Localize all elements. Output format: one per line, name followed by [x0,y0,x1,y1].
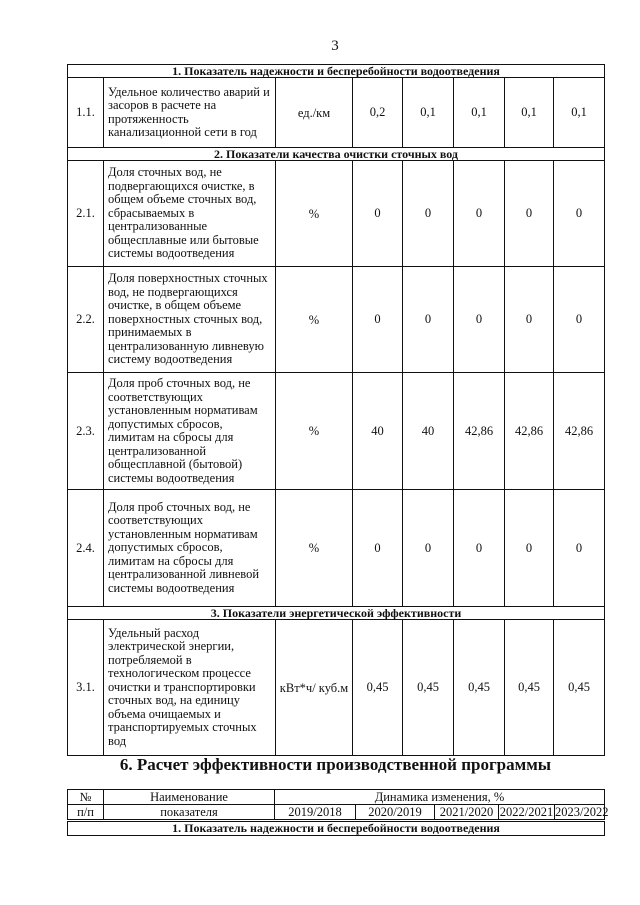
value-cell: 0,45 [554,620,605,756]
header-num-line2: п/п [68,805,104,821]
value-cell: 0 [403,267,454,373]
value-cell: 0 [454,267,505,373]
value-cell: 42,86 [454,373,505,490]
header-name-line1: Наименование [104,790,275,805]
unit-cell: % [276,267,353,373]
table-row [68,161,605,267]
unit-cell: кВт*ч/ куб.м [276,620,353,756]
value-cell: 0 [454,161,505,267]
value-cell: 0 [505,267,554,373]
period-header: 2023/2022 [555,805,609,819]
value-cell: 0 [353,267,403,373]
row-number: 2.3. [68,373,104,490]
unit-cell: % [276,161,353,267]
value-cell: 0 [403,161,454,267]
value-cell: 0 [554,267,605,373]
value-cell: 42,86 [554,373,605,490]
indicator-name: Доля сточных вод, не подвергающихся очистке, в общем объеме сточных вод, сбрасываемых в централизованные общесплавные или бытовые системы водоотведения [104,161,276,267]
indicator-name: Доля проб сточных вод, не соответствующих установленным нормативам допустимых сбросов, лимитам на сбросы для централизованной ливневой системы водоотведения [104,490,276,607]
unit-cell: % [276,373,353,490]
unit-cell: % [276,490,353,607]
period-header: 2019/2018 [275,805,356,821]
value-cell: 0 [505,490,554,607]
section-title: 2. Показатели качества очистки сточных вод [68,148,605,161]
value-cell: 0 [554,490,605,607]
value-cell: 0,45 [353,620,403,756]
section-title: 1. Показатель надежности и бесперебойности водоотведения [68,65,605,78]
table-row [68,267,605,373]
indicator-name: Удельное количество аварий и засоров в расчете на протяженность канализационной сети в год [104,78,276,148]
efficiency-table [67,789,609,836]
value-cell: 0,45 [454,620,505,756]
value-cell: 40 [403,373,454,490]
section-title: 3. Показатели энергетической эффективности [68,607,605,620]
value-cell: 0,2 [353,78,403,148]
indicator-name: Удельный расход электрической энергии, потребляемой в технологическом процессе очистки и транспортировки сточных вод, на единицу объема очищаемых и транспортируемых сточных вод [104,620,276,756]
value-cell: 0 [353,490,403,607]
value-cell: 42,86 [505,373,554,490]
header-dynamics: Динамика изменения, % [275,790,605,805]
unit-cell: ед./км [276,78,353,148]
indicator-name: Доля проб сточных вод, не соответствующих установленным нормативам допустимых сбросов, лимитам на сбросы для централизованной общесплавной (бытовой) системы водоотведения [104,373,276,490]
period-header: 2020/2019 [356,805,435,821]
value-cell: 0,1 [554,78,605,148]
indicators-table [67,64,605,756]
value-cell: 0 [403,490,454,607]
value-cell: 0,1 [505,78,554,148]
value-cell: 0 [505,161,554,267]
row-number: 2.2. [68,267,104,373]
row-number: 2.1. [68,161,104,267]
value-cell: 0,45 [403,620,454,756]
table-row [68,78,605,148]
value-cell: 0,1 [403,78,454,148]
value-cell: 40 [353,373,403,490]
table-row [68,490,605,607]
header-name-line2: показателя [104,805,275,821]
period-header: 2022/2021 [499,805,554,819]
row-number: 1.1. [68,78,104,148]
value-cell: 0 [353,161,403,267]
row-number: 2.4. [68,490,104,607]
value-cell: 0 [454,490,505,607]
header-num-line1: № [68,790,104,805]
value-cell: 0 [554,161,605,267]
table2-section-title: 1. Показатель надежности и бесперебойности водоотведения [68,821,605,836]
row-number: 3.1. [68,620,104,756]
value-cell: 0,45 [505,620,554,756]
table-row [68,373,605,490]
indicator-name: Доля поверхностных сточных вод, не подвергающихся очистке, в общем объеме поверхностных сточных вод, принимаемых в централизованную ливневую систему водоотведения [104,267,276,373]
page-number: 3 [331,38,339,54]
section6-title: 6. Расчет эффективности производственной программы [119,755,552,774]
table-row [68,620,605,756]
value-cell: 0,1 [454,78,505,148]
period-header: 2021/2020 [435,805,499,821]
